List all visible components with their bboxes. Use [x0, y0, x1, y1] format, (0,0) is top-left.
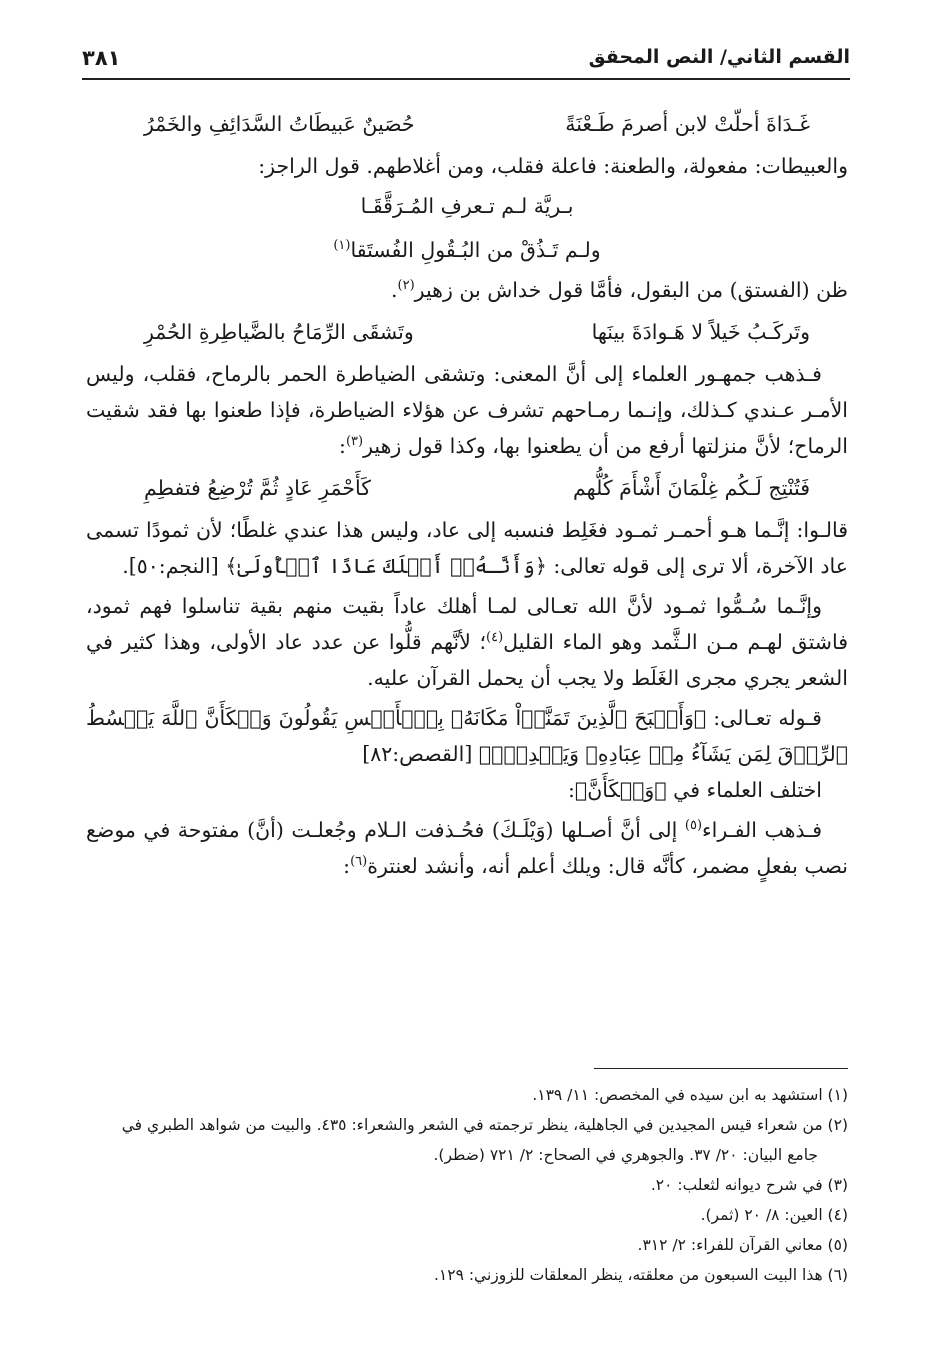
quran-word-waykaanna: ﴿وَيۡكَأَنَّ﴾	[574, 778, 667, 802]
footnote-ref-5[interactable]: (٥)	[684, 818, 703, 834]
footnote-5: (٥) معاني القرآن للفراء: ٢/ ٣١٢.	[637, 1236, 848, 1254]
verse-1-first-hemistich: غَـدَاةَ أحلّتْ لابن أصرمَ طَـعْنَةً	[565, 112, 810, 136]
paragraph-1: والعبيطات: مفعولة، والطعنة: فاعلة فقلب، ومن أغلاطهم. قول الراجز:	[258, 154, 848, 178]
paragraph-3-end: :	[339, 434, 346, 458]
footnotes	[86, 1080, 848, 1290]
rajaz-line-1: بـريَّة لـم تـعرفِ المُـرَقَّقَـا	[360, 194, 574, 218]
verse-2	[86, 308, 848, 356]
footnote-ref-6[interactable]: (٦)	[350, 854, 368, 870]
paragraph-7-end: :	[567, 778, 575, 802]
verse-1	[86, 100, 848, 148]
paragraph-3-text: فـذهب جمهـور العلماء إلى أنَّ المعنى: وتشقى الضياطرة الحمر بالرماح، فقلب، وليس الأمـر عـندي كـذلك، وإنـما رمـاحهم تشرف عن هؤلاء الضياطرة، فإذا طعنوا بها فقد شقيت الرماح؛ لأنَّ منزلتها أرفع من أن يطعنوا بها، وكذا قول زهير	[86, 362, 848, 458]
paragraph-2-text: ظن (الفستق) من البقول، فأمَّا قول خداش بن زهير	[414, 278, 848, 302]
footnote-ref-3[interactable]: (٣)	[345, 434, 364, 450]
footnote-4: (٤) العين: ٨/ ٢٠ (ثمر).	[700, 1206, 848, 1224]
footnote-separator	[594, 1068, 848, 1069]
paragraph-5	[86, 588, 848, 696]
paragraph-4-text: قالـوا: إنَّـما هـو أحمـر ثمـود فغَلِط فنسبه إلى عاد، وليس هذا عندي غلطًا؛ لأن ثمودًا تسمى عاد الآخرة، ألا ترى إلى قوله تعالى:	[86, 518, 848, 578]
page-number: ٣٨١	[82, 46, 121, 70]
quran-quote-qasas: ﴿وَأَصۡبَحَ ٱلَّذِينَ تَمَنَّوۡاْ مَكَانَهُۥ بِٱلۡأَمۡسِ يَقُولُونَ وَيۡكَأَنَّ ٱللَّهَ يَبۡسُطُ ٱلرِّزۡقَ لِمَن يَشَآءُ مِنۡ عِبَادِهِۦ وَيَقۡدِرُۖ﴾	[86, 706, 848, 766]
paragraph-4	[86, 512, 848, 584]
footnote-2: (٢) من شعراء قيس المجيدين في الجاهلية، ينظر ترجمته في الشعر والشعراء: ٤٣٥. والبيت من شواهد الطبري في	[121, 1116, 848, 1134]
verse-3-second-hemistich: كَأَحْمَرِ عَادٍ ثُمَّ تُرْضِعُ فتفطِمِ	[144, 476, 372, 500]
paragraph-6	[86, 700, 848, 772]
footnote-ref-2[interactable]: (٢)	[397, 278, 415, 294]
paragraph-5-end: ؛ لأنَّهم قلُّوا عن عدد عاد الأولى، وهذا كثير في الشعر يجري مجرى الغَلَط ولا يجب أن يحمل القرآن عليه.	[86, 630, 848, 690]
footnote-3: (٣) في شرح ديوانه لثعلب: ٢٠.	[650, 1176, 848, 1194]
footnote-2-continued: جامع البيان: ٢٠/ ٣٧. والجوهري في الصحاح: ٢/ ٧٢١ (ضطر).	[433, 1146, 818, 1164]
running-header	[82, 44, 850, 80]
verse-3	[86, 464, 848, 512]
verse-3-first-hemistich: فَتُنْتِج لَـكُم غِلْمَانَ أَشْأَمَ كُلُّهم	[573, 476, 810, 500]
paragraph-8-text: فـذهب الفـراء	[702, 818, 822, 842]
paragraph-8-mid: إلى أنَّ أصـلها (وَيْلَـكَ) فحُـذفت الـلام وجُعلـت (أنَّ) مفتوحة في موضع نصب بفعلٍ مضمر، كأنَّه قال: ويلك أعلم أنه، وأنشد لعنترة	[86, 818, 848, 878]
quran-ref-qasas: [القصص:٨٢]	[362, 742, 473, 766]
rajaz-line-2-text: ولـم تَـذُقْ من البُـقُولِ الفُستَقا	[350, 238, 601, 262]
paragraph-8-end: :	[343, 854, 351, 878]
quran-ref-najm: [النجم:٥٠].	[122, 554, 219, 578]
footnote-ref-1[interactable]: (١)	[333, 238, 351, 254]
verse-2-second-hemistich: وتَشقَى الرِّمَاحُ بالضَّياطِرةِ الحُمْرِ	[144, 320, 414, 344]
verse-2-first-hemistich: وتَركَـبُ خَيلاً لا هَـوادَةَ بينَها	[591, 320, 810, 344]
main-text	[86, 100, 848, 884]
paragraph-3	[86, 356, 848, 464]
paragraph-2-end: .	[390, 278, 398, 302]
paragraph-2	[86, 272, 848, 308]
paragraph-6-intro: قـوله تعـالى:	[713, 706, 822, 730]
paragraph-7-text: اختلف العلماء في	[673, 778, 822, 802]
paragraph-7	[86, 772, 848, 808]
footnote-1: (١) استشهد به ابن سيده في المخصص: ١١/ ١٣٩.	[532, 1086, 848, 1104]
paragraph-8	[86, 812, 848, 884]
header-title: القسم الثاني/ النص المحقق	[588, 46, 850, 68]
footnote-ref-4[interactable]: (٤)	[486, 630, 504, 646]
rajaz-line-2	[86, 228, 848, 272]
quran-quote-najm: ﴿وَأَنَّـهُۥٓ أَهۡلَكَ عَادًا ٱلۡأُولَىٰ﴾	[225, 554, 547, 578]
verse-1-second-hemistich: حُصَينٌ عَبيطَاتُ السَّدَائِفِ والخَمْرُ	[144, 112, 415, 136]
paragraph-5-text: وإنَّـما سُـمُّوا ثمـود لأنَّ الله تعـالى لمـا أهلك عاداً بقيت منهم بقية تناسلوا فهم ثمود، فاشتق لهـم مـن الـثَّمد وهو الماء القليل	[86, 594, 848, 654]
footnote-6: (٦) هذا البيت السبعون من معلقته، ينظر المعلقات للزوزني: ١٢٩.	[433, 1266, 848, 1284]
